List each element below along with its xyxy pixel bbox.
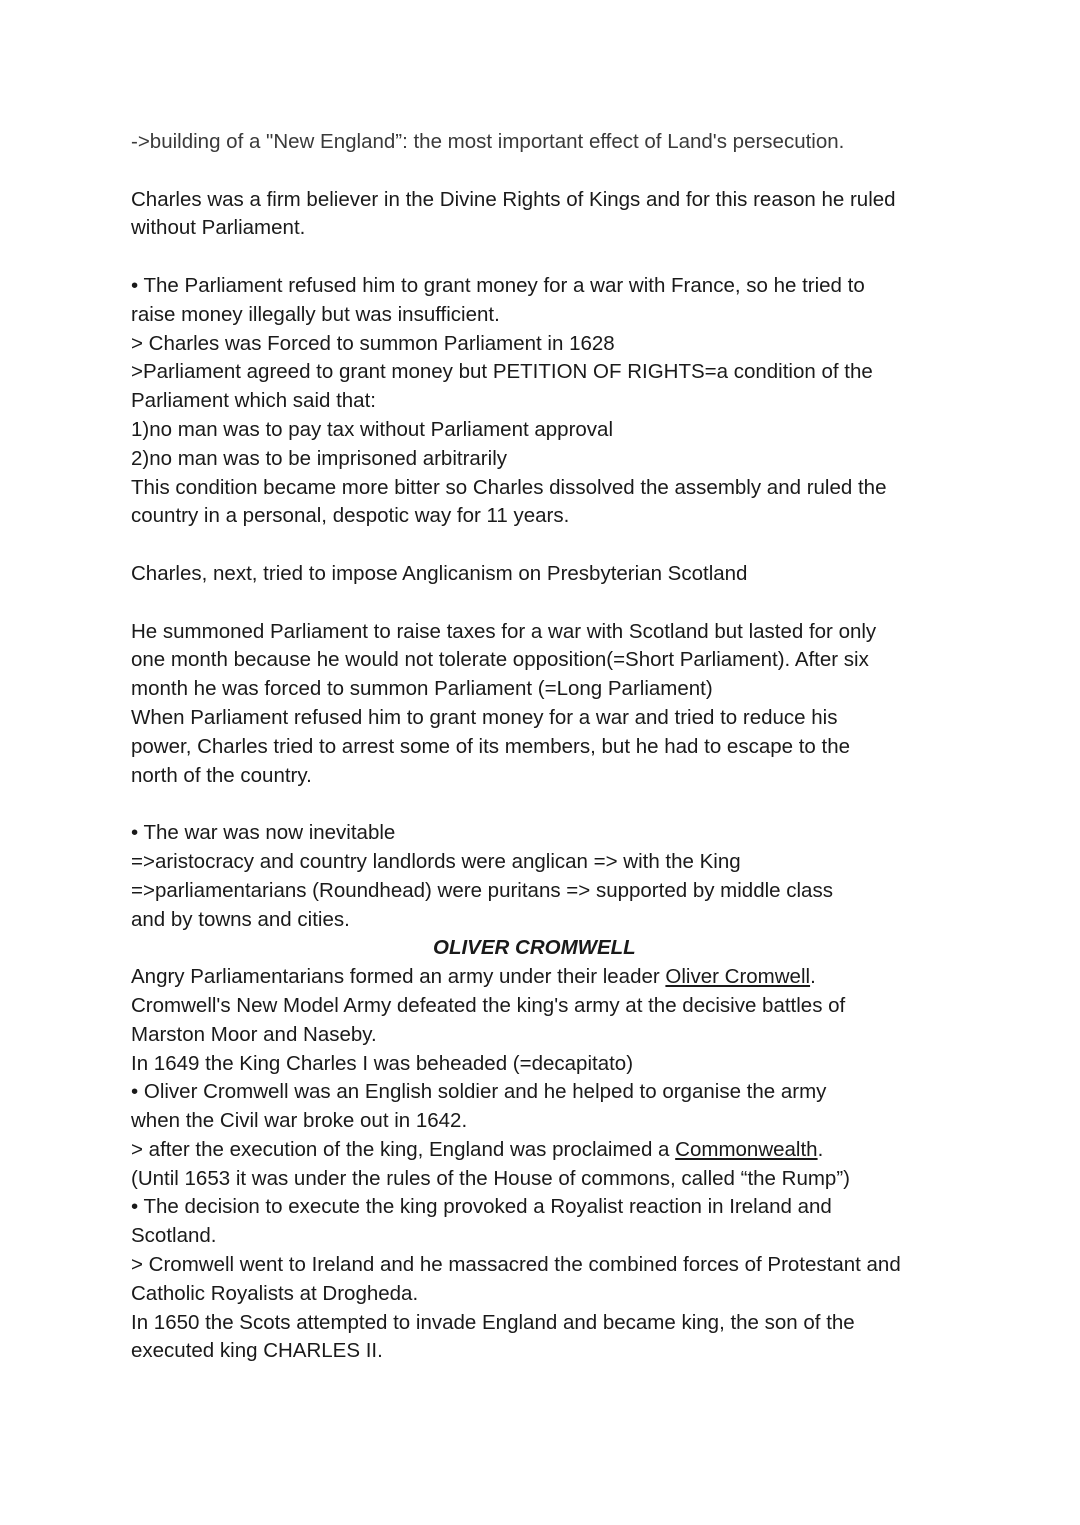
text-line: one month because he would not tolerate opposition(=Short Parliament). After six <box>131 648 869 672</box>
paragraph-petition-of-rights <box>131 272 961 531</box>
bullet-line: • The war was now inevitable <box>131 821 396 845</box>
text-line: power, Charles tried to arrest some of its members, but he had to escape to the <box>131 734 851 758</box>
text-line: Charles was a firm believer in the Divine Rights of Kings and for this reason he ruled <box>131 187 896 211</box>
text-line: north of the country. <box>131 763 312 787</box>
bullet-line: • The Parliament refused him to grant money for a war with France, so he tried to <box>131 273 865 297</box>
paragraph-gap <box>131 243 961 272</box>
paragraph-short-long-parliament <box>131 618 961 791</box>
text-line: Scotland. <box>131 1224 217 1248</box>
text-line: He summoned Parliament to raise taxes for a war with Scotland but lasted for only <box>131 619 877 643</box>
text-line: Catholic Royalists at Drogheda. <box>131 1281 419 1305</box>
text-fragment: > after the execution of the king, England was proclaimed a <box>131 1137 676 1161</box>
document-body <box>131 128 961 1366</box>
text-line: =>parliamentarians (Roundhead) were puritans => supported by middle class <box>131 878 833 902</box>
paragraph-gap <box>131 790 961 819</box>
paragraph-gap <box>131 531 961 560</box>
paragraph-civil-war <box>131 819 961 934</box>
bullet-line: • The decision to execute the king provoked a Royalist reaction in Ireland and <box>131 1195 832 1219</box>
text-line: and by towns and cities. <box>131 907 350 931</box>
commonwealth-link[interactable]: Commonwealth <box>675 1137 818 1161</box>
list-item: 2)no man was to be imprisoned arbitrarily <box>131 446 507 470</box>
paragraph-oliver-cromwell <box>131 963 961 1366</box>
text-line: without Parliament. <box>131 216 306 240</box>
paragraph-gap <box>131 589 961 618</box>
text-line: Parliament which said that: <box>131 389 376 413</box>
section-title: OLIVER CROMWELL <box>433 936 636 960</box>
text-fragment: . <box>810 965 816 989</box>
text-fragment: Angry Parliamentarians formed an army under their leader <box>131 965 666 989</box>
text-line: =>aristocracy and country landlords were anglican => with the King <box>131 849 741 873</box>
text-line: > Cromwell went to Ireland and he massacred the combined forces of Protestant and <box>131 1253 901 1277</box>
text-line <box>131 963 961 992</box>
list-item: 1)no man was to pay tax without Parliament approval <box>131 417 614 441</box>
text-line: This condition became more bitter so Charles dissolved the assembly and ruled the <box>131 475 887 499</box>
bullet-line: • Oliver Cromwell was an English soldier and he helped to organise the army <box>131 1080 827 1104</box>
text-line: >Parliament agreed to grant money but PETITION OF RIGHTS=a condition of the <box>131 360 873 384</box>
text-fragment: . <box>817 1137 824 1161</box>
text-line: executed king CHARLES II. <box>131 1339 383 1363</box>
text-line: when the Civil war broke out in 1642. <box>131 1109 468 1133</box>
text-line: Cromwell's New Model Army defeated the king's army at the decisive battles of <box>131 993 846 1017</box>
oliver-cromwell-link[interactable]: Oliver Cromwell <box>665 965 811 989</box>
text-line: month he was forced to summon Parliament (=Long Parliament) <box>131 677 713 701</box>
text-line: (Until 1653 it was under the rules of the House of commons, called “the Rump”) <box>131 1166 850 1190</box>
paragraph-scotland <box>131 560 961 589</box>
paragraph-gap <box>131 157 961 186</box>
text-line <box>131 1136 961 1165</box>
paragraph-divine-rights <box>131 186 961 244</box>
text-line: Charles, next, tried to impose Anglicanism on Presbyterian Scotland <box>131 561 748 585</box>
text-line: raise money illegally but was insufficient. <box>131 302 500 326</box>
intro-line: ->building of a "New England”: the most important effect of Land's persecution. <box>131 130 845 153</box>
text-line: Marston Moor and Naseby. <box>131 1022 377 1046</box>
text-line: country in a personal, despotic way for 11 years. <box>131 504 570 528</box>
text-line: In 1650 the Scots attempted to invade England and became king, the son of the <box>131 1310 855 1334</box>
text-line: > Charles was Forced to summon Parliament in 1628 <box>131 331 615 355</box>
text-line: When Parliament refused him to grant money for a war and tried to reduce his <box>131 705 838 729</box>
text-line: In 1649 the King Charles I was beheaded (=decapitato) <box>131 1051 634 1075</box>
